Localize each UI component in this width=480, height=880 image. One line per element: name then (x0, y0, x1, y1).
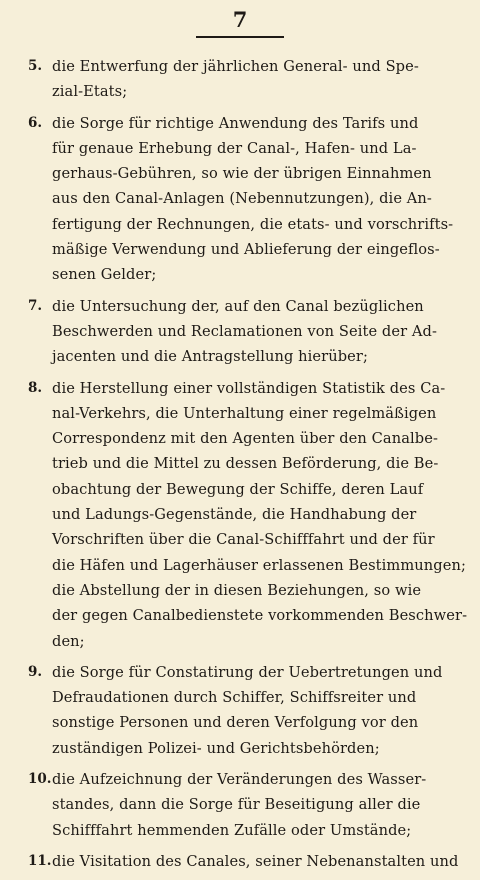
text-line: trieb und die Mittel zu dessen Beförderung, die Be- (52, 455, 439, 473)
text-line: die Entwerfung der jährlichen General- und Spe- (52, 58, 419, 75)
text-line: die Herstellung einer vollständigen Statistik des Ca- (52, 379, 446, 397)
list-item (28, 376, 468, 654)
item-text (52, 111, 454, 288)
text-line: obachtung der Bewegung der Schiffe, deren Lauf (52, 480, 424, 498)
text-line: und Ladungs-Gegenstände, die Handhabung der (52, 506, 417, 524)
item-text (52, 660, 454, 761)
text-line: den; (52, 632, 85, 650)
text-line: für genaue Erhebung der Canal-, Hafen- und La- (52, 139, 417, 157)
list-item (28, 849, 459, 874)
item-number: 11. (28, 852, 52, 869)
header-rule (196, 36, 284, 38)
item-text (52, 376, 467, 654)
list-item (28, 660, 454, 761)
text-line: senen Gelder; (52, 266, 157, 284)
text-line: Schifffahrt hemmenden Zufälle oder Umstände; (52, 821, 412, 839)
text-line: die Aufzeichnung der Veränderungen des Wasser- (52, 771, 427, 789)
item-number: 6. (28, 114, 43, 131)
text-line: fertigung der Rechnungen, die etats- und vorschrifts- (52, 215, 454, 233)
text-line: Correspondenz mit den Agenten über den Canalbe- (52, 430, 438, 448)
text-line: Beschwerden und Reclamationen von Seite der Ad- (52, 322, 438, 340)
numbered-list (28, 54, 468, 880)
item-number: 7. (28, 297, 43, 314)
item-number: 9. (28, 663, 43, 680)
text-line: die Abstellung der in diesen Beziehungen, so wie (52, 581, 422, 599)
text-line: nal-Verkehrs, die Unterhaltung einer regelmäßigen (52, 404, 437, 422)
item-text (52, 294, 454, 370)
item-number: 8. (28, 379, 43, 396)
page-number: 7 (232, 7, 248, 32)
text-line: jacenten und die Antragstellung hierüber; (52, 348, 369, 366)
list-item (28, 294, 454, 370)
text-line: die Häfen und Lagerhäuser erlassenen Bestimmungen; (52, 556, 466, 574)
text-line: der gegen Canalbedienstete vorkommenden Beschwer- (52, 607, 468, 625)
list-item (28, 54, 454, 105)
text-line: Defraudationen durch Schiffer, Schiffsreiter und (52, 689, 417, 707)
text-line: aus den Canal-Anlagen (Nebennutzungen), die An- (52, 190, 432, 208)
text-line: gerhaus-Gebühren, so wie der übrigen Einnahmen (52, 165, 432, 183)
text-line: zial-Etats; (52, 83, 128, 101)
list-item (28, 767, 454, 843)
text-line: die Sorge für richtige Anwendung des Tarifs und (52, 114, 419, 132)
item-number: 5. (28, 58, 43, 74)
text-line: Vorschriften über die Canal-Schifffahrt und der für (52, 531, 435, 549)
list-item (28, 111, 454, 288)
text-line: mäßige Verwendung und Ablieferung der eingeflos- (52, 241, 440, 259)
text-line: die Visitation des Canales, seiner Nebenanstalten und (52, 852, 459, 870)
item-text (52, 767, 454, 843)
item-text (52, 54, 454, 105)
item-number: 10. (28, 771, 52, 788)
text-line: zuständigen Polizei- und Gerichtsbehörden; (52, 739, 380, 757)
text-line: die Untersuchung der, auf den Canal bezüglichen (52, 297, 424, 315)
text-line: standes, dann die Sorge für Beseitigung aller die (52, 796, 421, 814)
text-line: die Sorge für Constatirung der Uebertretungen und (52, 663, 443, 681)
text-line: sonstige Personen und deren Verfolgung vor den (52, 714, 419, 732)
item-text (52, 849, 459, 874)
